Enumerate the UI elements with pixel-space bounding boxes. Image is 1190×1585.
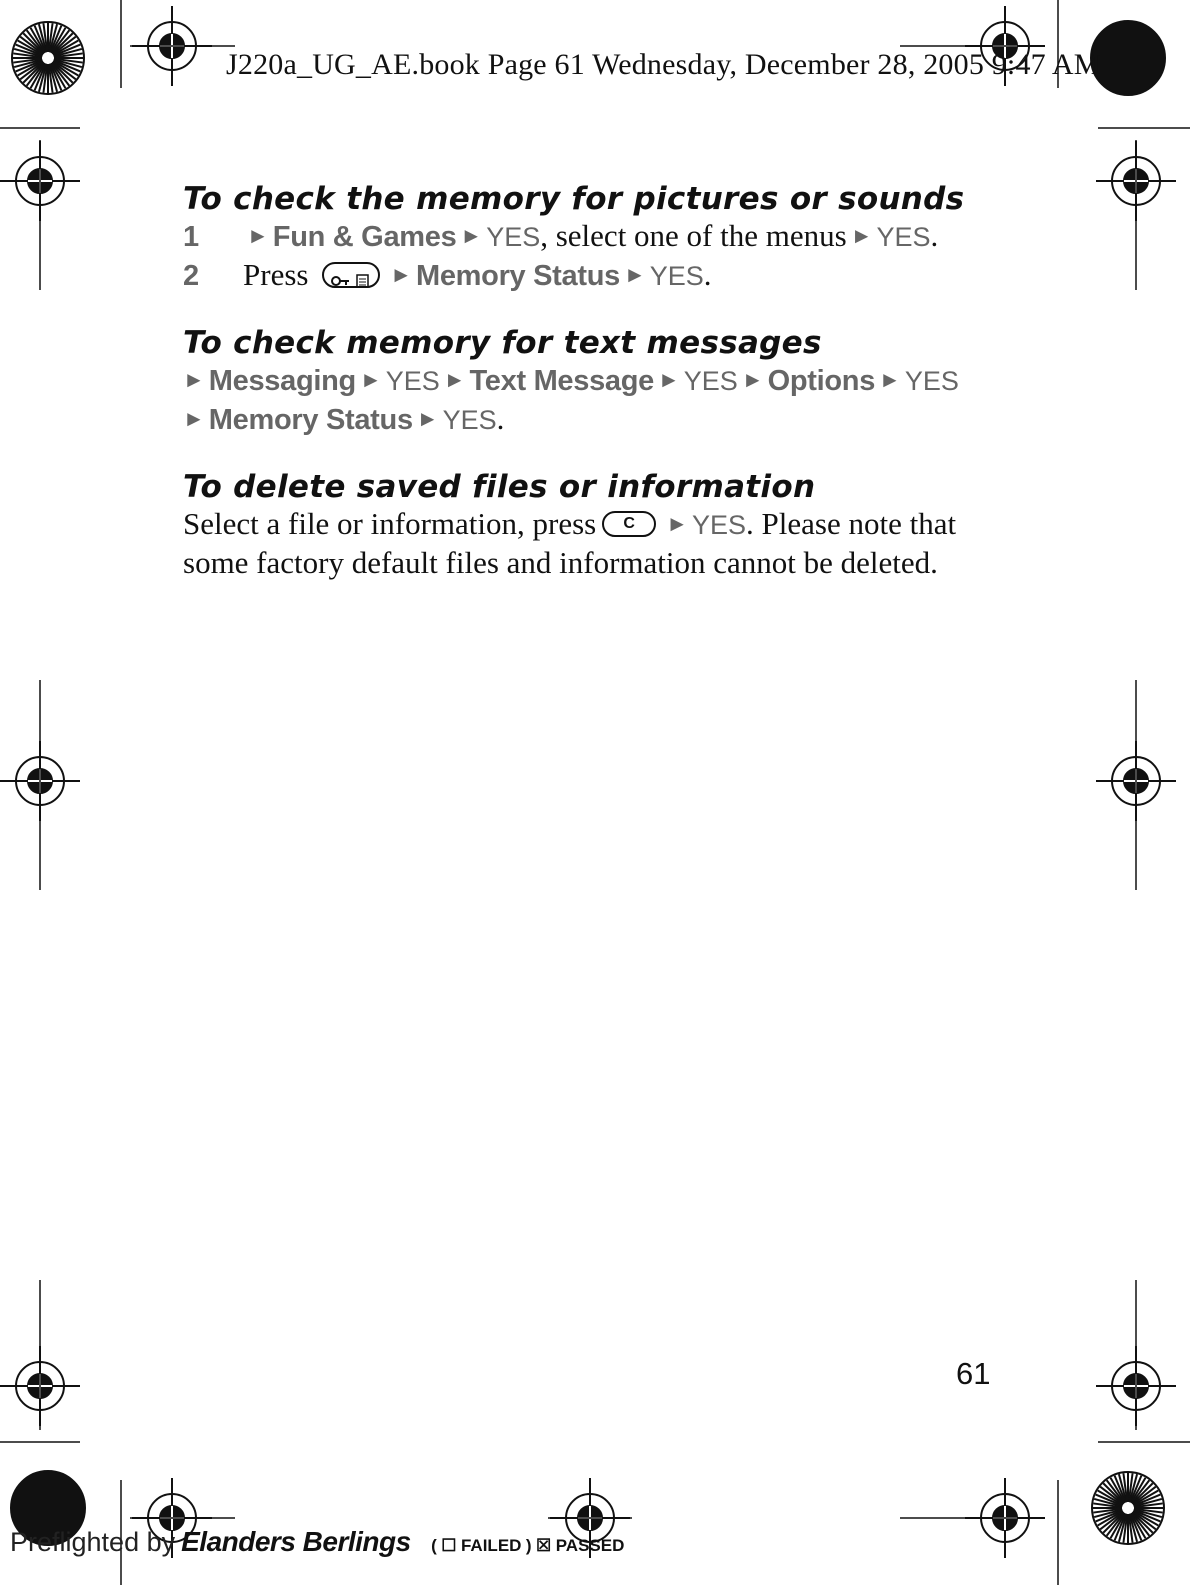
- period: .: [496, 401, 505, 436]
- passed-checkbox-icon: ☒: [536, 1536, 552, 1555]
- arrow-icon: ►: [460, 223, 483, 248]
- menu-fun-games: Fun & Games: [272, 221, 457, 253]
- arrow-icon: ►: [247, 223, 269, 248]
- failed-label: FAILED: [460, 1536, 522, 1555]
- section-title: To delete saved files or information: [183, 469, 816, 505]
- paragraph-text: Select a file or information, press: [183, 506, 597, 541]
- arrow-icon: ►: [443, 367, 466, 392]
- yes-key-label: YES: [683, 366, 738, 396]
- yes-key-label: YES: [486, 222, 541, 252]
- step-number: 2: [183, 260, 200, 292]
- arrow-icon: ►: [183, 406, 205, 431]
- arrow-icon: ►: [658, 367, 680, 392]
- arrow-icon: ►: [390, 262, 412, 287]
- section-delete-files: [183, 468, 1003, 581]
- preflight-footer: [10, 1526, 624, 1558]
- section-pictures-sounds: [183, 180, 1003, 296]
- passed-label: PASSED: [555, 1536, 625, 1555]
- yes-key-label: YES: [385, 366, 440, 396]
- arrow-icon: ►: [741, 367, 764, 392]
- menu-text-message: Text Message: [469, 365, 654, 397]
- step-text: , select one of the menus: [540, 218, 847, 253]
- page-number: 61: [956, 1356, 991, 1391]
- paragraph-text: some factory default files and information cannot be deleted.: [183, 545, 938, 580]
- yes-key-label: YES: [904, 366, 959, 396]
- preflighted-label: Preflighted by: [10, 1527, 176, 1557]
- menu-memory-status: Memory Status: [208, 404, 413, 436]
- menu-options: Options: [767, 365, 876, 397]
- step-text: Press: [243, 257, 309, 292]
- menu-path-line-2: [183, 401, 1003, 440]
- step-number: 1: [183, 221, 200, 253]
- print-header: J220a_UG_AE.book Page 61 Wednesday, December 28, 2005 9:47 AM: [226, 48, 1101, 81]
- yes-key-label: YES: [876, 222, 931, 252]
- arrow-icon: ►: [183, 367, 205, 392]
- page-content: [183, 180, 1003, 609]
- yes-key-label: YES: [649, 261, 704, 291]
- menu-memory-status: Memory Status: [415, 260, 620, 292]
- menu-messaging: Messaging: [208, 365, 356, 397]
- yes-key-label: YES: [691, 510, 747, 540]
- status-close-paren: ): [525, 1536, 532, 1555]
- status-open-paren: (: [431, 1536, 437, 1555]
- paragraph-text: . Please note that: [746, 506, 957, 541]
- section-title: To check the memory for pictures or sounds: [183, 181, 965, 217]
- section-title: To check memory for text messages: [183, 325, 822, 361]
- paragraph: [183, 506, 1003, 581]
- arrow-icon: ►: [850, 223, 873, 248]
- period: .: [703, 257, 712, 292]
- menu-key-icon: [322, 262, 380, 288]
- step-2: [183, 257, 1003, 296]
- arrow-icon: ►: [623, 262, 646, 287]
- yes-key-label: YES: [442, 405, 497, 435]
- brand-logo: Elanders Berlings: [181, 1526, 411, 1557]
- period: .: [930, 218, 939, 253]
- clear-key-icon: C: [602, 511, 656, 537]
- arrow-icon: ►: [879, 367, 901, 392]
- failed-checkbox-icon: ☐: [441, 1536, 457, 1555]
- section-text-messages: [183, 324, 1003, 440]
- arrow-icon: ►: [416, 406, 439, 431]
- step-1: [183, 218, 1003, 257]
- arrow-icon: ►: [666, 511, 688, 536]
- arrow-icon: ►: [359, 367, 382, 392]
- menu-path-line-1: [183, 362, 1003, 401]
